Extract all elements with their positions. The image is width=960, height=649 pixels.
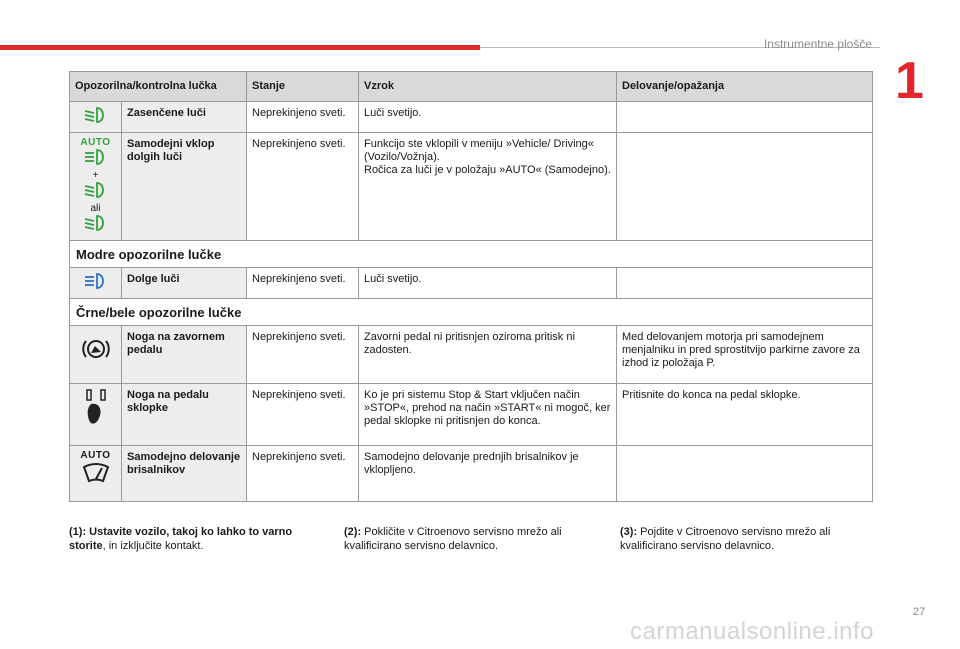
light-cause: Luči svetijo. bbox=[359, 102, 617, 133]
watermark: carmanualsonline.info bbox=[630, 618, 874, 645]
footnote-2 bbox=[344, 525, 599, 553]
plus-sign: + bbox=[92, 170, 99, 181]
auto-label: AUTO bbox=[80, 450, 111, 461]
section-title: Instrumentne plošče bbox=[763, 37, 872, 51]
row-icon-cell bbox=[70, 384, 122, 446]
light-state: Neprekinjeno sveti. bbox=[247, 102, 359, 133]
footnote-marker: (3): bbox=[620, 526, 638, 538]
row-icon-cell bbox=[70, 102, 122, 133]
col-header-state: Stanje bbox=[247, 72, 359, 102]
table-header-row bbox=[70, 72, 873, 102]
or-label: ali bbox=[90, 203, 101, 214]
row-icon-cell bbox=[70, 133, 122, 241]
auto-high-beam-icon bbox=[83, 148, 109, 166]
footnote-marker: (2): bbox=[344, 526, 362, 538]
table-row bbox=[70, 102, 873, 133]
table-row bbox=[70, 446, 873, 502]
warning-lights-table bbox=[69, 71, 873, 502]
page-number: 27 bbox=[913, 606, 926, 618]
light-cause: Zavorni pedal ni pritisnjen oziroma pritisk ni zadosten. bbox=[359, 326, 617, 384]
light-name: Noga na pedalu sklopke bbox=[122, 384, 247, 446]
section-title-black-white: Črne/bele opozorilne lučke bbox=[70, 299, 873, 326]
light-cause: Ko je pri sistemu Stop & Start vključen način »STOP«, prehod na način »START« ni mogoč, ker pedal sklopke ni pritisnjen do konca. bbox=[359, 384, 617, 446]
col-header-action: Delovanje/opažanja bbox=[617, 72, 873, 102]
footnote-1 bbox=[69, 525, 324, 553]
footnote-marker: (1) bbox=[69, 526, 83, 538]
light-action: Med delovanjem motorja pri samodejnem menjalniku in pred sprostitvijo parkirne zavore za izhod iz položaja P. bbox=[617, 326, 873, 384]
light-cause: Samodejno delovanje prednjih brisalnikov je vklopljeno. bbox=[359, 446, 617, 502]
section-title-blue: Modre opozorilne lučke bbox=[70, 241, 873, 268]
chapter-number: 1 bbox=[895, 52, 924, 110]
section-row bbox=[70, 241, 873, 268]
auto-wipers-icon bbox=[81, 461, 111, 485]
row-icon-cell bbox=[70, 446, 122, 502]
auto-label: AUTO bbox=[80, 137, 111, 148]
light-state: Neprekinjeno sveti. bbox=[247, 268, 359, 299]
brake-pedal-icon bbox=[81, 336, 111, 362]
footnote-3 bbox=[620, 525, 875, 553]
light-name: Dolge luči bbox=[122, 268, 247, 299]
light-action bbox=[617, 268, 873, 299]
light-cause: Funkcijo ste vklopili v meniju »Vehicle/ Driving« (Vozilo/Vožnja). Ročica za luči je v položaju »AUTO« (Samodejno). bbox=[359, 133, 617, 241]
light-name: Samodejno delovanje brisalnikov bbox=[122, 446, 247, 502]
header-accent-bar bbox=[0, 45, 480, 50]
footnote-bold: : Ustavite vozilo, takoj ko lahko to varno storite bbox=[69, 526, 293, 552]
table-row bbox=[70, 268, 873, 299]
dipped-beam-icon bbox=[83, 181, 109, 199]
light-action bbox=[617, 102, 873, 133]
table-row bbox=[70, 384, 873, 446]
col-header-light: Opozorilna/kontrolna lučka bbox=[70, 72, 247, 102]
light-name: Noga na zavornem pedalu bbox=[122, 326, 247, 384]
row-icon-cell bbox=[70, 326, 122, 384]
light-cause: Luči svetijo. bbox=[359, 268, 617, 299]
col-header-cause: Vzrok bbox=[359, 72, 617, 102]
light-state: Neprekinjeno sveti. bbox=[247, 133, 359, 241]
light-name: Zasenčene luči bbox=[122, 102, 247, 133]
light-action bbox=[617, 446, 873, 502]
light-action bbox=[617, 133, 873, 241]
table-row bbox=[70, 133, 873, 241]
light-name: Samodejni vklop dolgih luči bbox=[122, 133, 247, 241]
light-state: Neprekinjeno sveti. bbox=[247, 326, 359, 384]
footnote-text: Pojdite v Citroenovo servisno mrežo ali kvalificirano servisno delavnico. bbox=[620, 526, 831, 552]
light-action: Pritisnite do konca na pedal sklopke. bbox=[617, 384, 873, 446]
dipped-beam-icon bbox=[83, 214, 109, 232]
section-row bbox=[70, 299, 873, 326]
footnote-text: Pokličite v Citroenovo servisno mrežo ali kvalificirano servisno delavnico. bbox=[344, 526, 562, 552]
high-beam-icon bbox=[83, 272, 109, 290]
dipped-beam-icon bbox=[83, 106, 109, 124]
footnote-text: , in izključite kontakt. bbox=[102, 540, 204, 552]
clutch-pedal-icon bbox=[81, 388, 111, 428]
table-row bbox=[70, 326, 873, 384]
light-state: Neprekinjeno sveti. bbox=[247, 384, 359, 446]
light-state: Neprekinjeno sveti. bbox=[247, 446, 359, 502]
row-icon-cell bbox=[70, 268, 122, 299]
